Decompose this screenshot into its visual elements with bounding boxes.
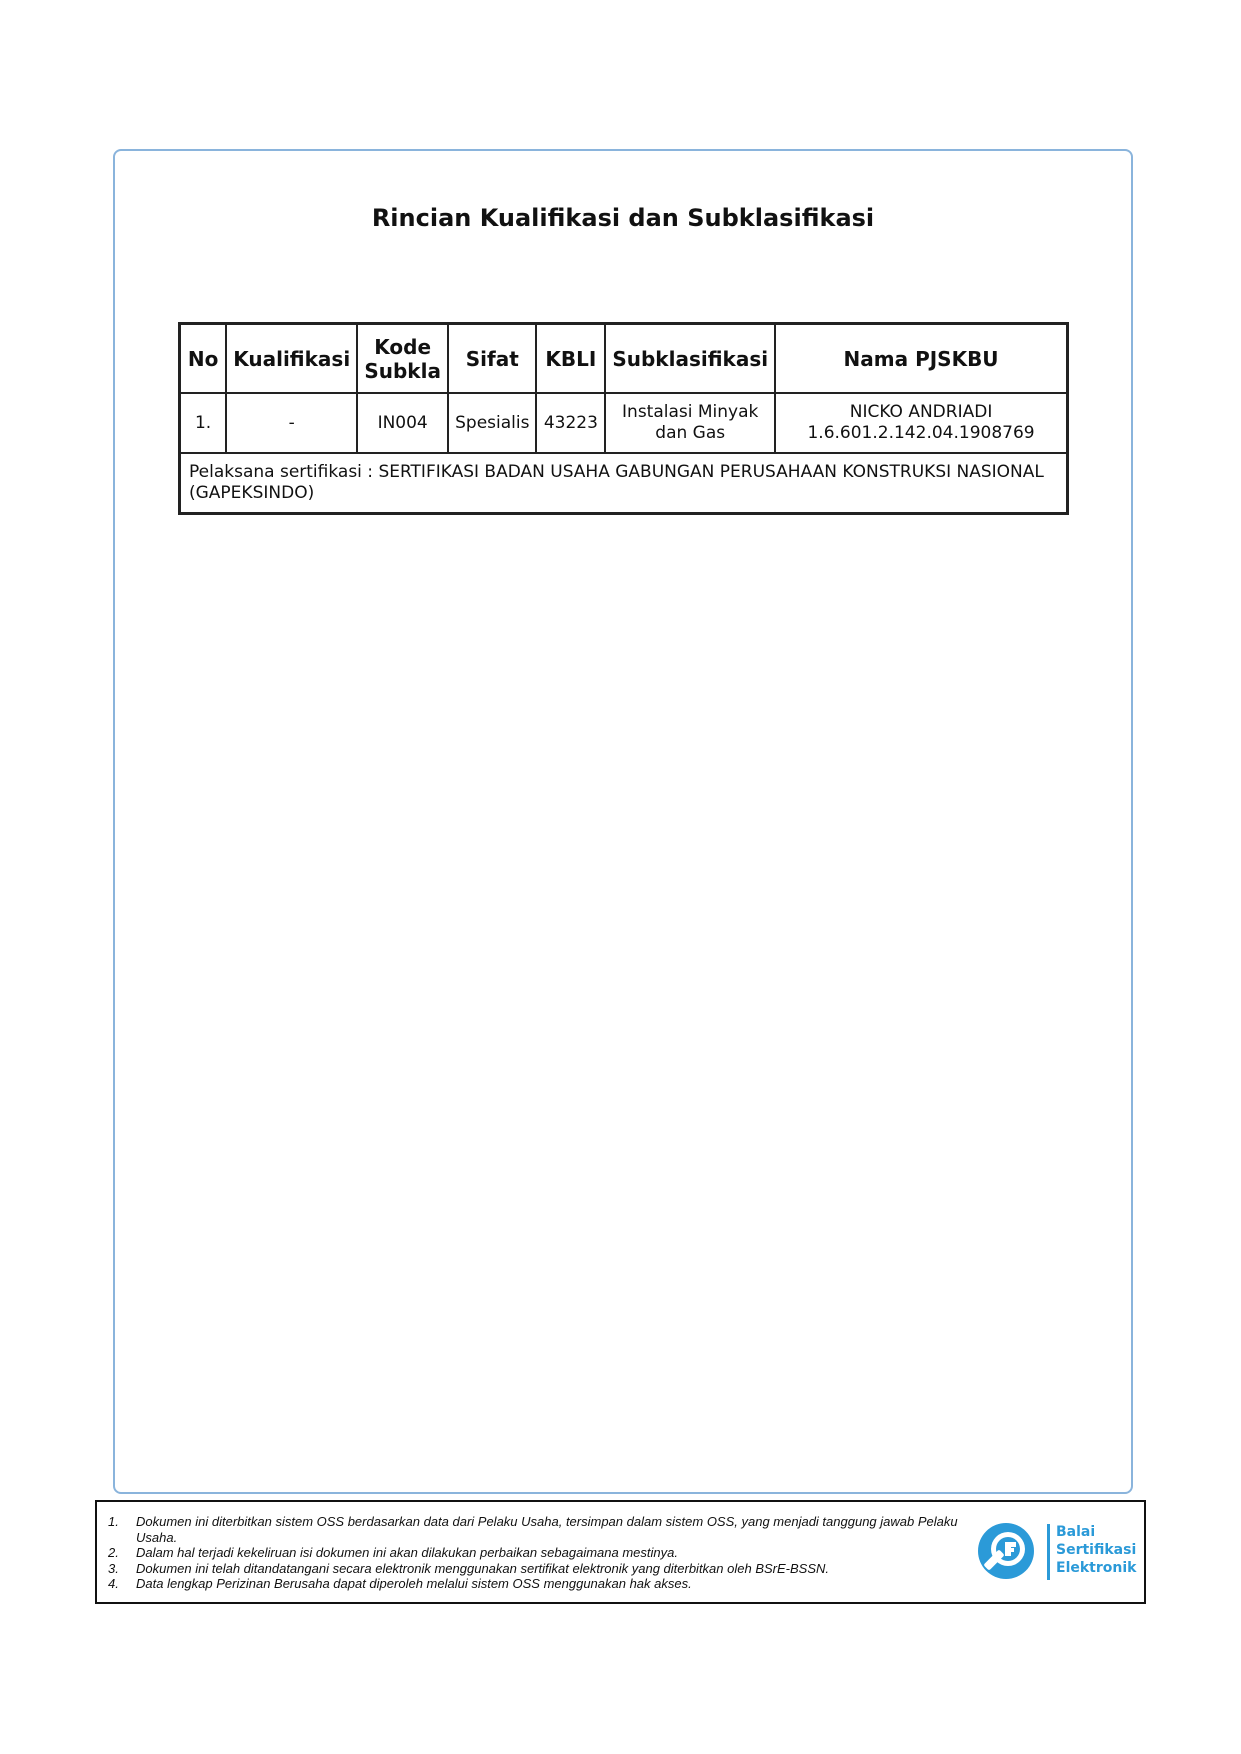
list-item — [108, 1576, 978, 1592]
note-number: 3. — [108, 1560, 119, 1576]
logo-line3: Elektronik — [1056, 1560, 1137, 1576]
logo-line1: Balai — [1056, 1524, 1096, 1540]
header-kode-line2: Subkla — [364, 358, 441, 383]
header-kbli: KBLI — [536, 324, 605, 394]
cell-sifat: Spesialis — [448, 393, 536, 453]
cell-kbli: 43223 — [536, 393, 605, 453]
cell-kualifikasi: - — [226, 393, 357, 453]
page-title: Rincian Kualifikasi dan Subklasifikasi — [371, 204, 875, 232]
subklasifikasi-line1: Instalasi Minyak — [622, 402, 759, 422]
note-text: Dokumen ini telah ditandatangani secara elektronik menggunakan sertifikat elektronik yang diterbitkan oleh BSrE-BSSN. — [136, 1560, 829, 1576]
note-text: Data lengkap Perizinan Berusaha dapat diperoleh melalui sistem OSS menggunakan hak akses. — [136, 1576, 692, 1591]
list-item — [108, 1545, 978, 1561]
header-kode-line1: Kode — [374, 334, 432, 359]
qualification-table — [178, 322, 1069, 515]
header-sifat: Sifat — [448, 324, 536, 394]
header-nama-pjskbu: Nama PJSKBU — [775, 324, 1067, 394]
bsre-logo — [977, 1520, 1139, 1584]
pjskbu-number: 1.6.601.2.142.04.1908769 — [807, 423, 1035, 443]
pjskbu-name: NICKO ANDRIADI — [849, 402, 993, 422]
list-item — [108, 1514, 978, 1545]
note-text: Dokumen ini diterbitkan sistem OSS berdasarkan data dari Pelaku Usaha, tersimpan dalam sistem OSS, yang menjadi tanggung jawab Pelaku Usaha. — [136, 1514, 958, 1545]
logo-text — [1056, 1523, 1136, 1577]
cell-kode-subkla: IN004 — [357, 393, 448, 453]
pelaksana-row — [180, 453, 1068, 514]
header-no: No — [180, 324, 227, 394]
table-header-row — [180, 324, 1068, 394]
note-number: 4. — [108, 1576, 119, 1591]
pelaksana-sertifikasi: Pelaksana sertifikasi : SERTIFIKASI BADAN USAHA GABUNGAN PERUSAHAAN KONSTRUKSI NASIONAL (GAPEKSINDO) — [180, 453, 1068, 514]
note-number: 2. — [108, 1545, 119, 1560]
footer-disclaimer — [95, 1500, 1146, 1604]
table-row — [180, 393, 1068, 453]
note-text: Dalam hal terjadi kekeliruan isi dokumen ini akan dilakukan perbaikan sebagaimana mestinya. — [136, 1545, 678, 1560]
cell-subklasifikasi — [605, 393, 775, 453]
header-subklasifikasi: Subklasifikasi — [605, 324, 775, 394]
logo-line2: Sertifikasi — [1056, 1542, 1137, 1558]
header-kode-subkla — [357, 324, 448, 394]
footer-notes-list — [108, 1514, 978, 1592]
bsre-logo-icon — [977, 1522, 1035, 1580]
logo-divider — [1047, 1524, 1050, 1580]
note-number: 1. — [108, 1514, 119, 1529]
header-kualifikasi: Kualifikasi — [226, 324, 357, 394]
cell-no: 1. — [180, 393, 227, 453]
subklasifikasi-line2: dan Gas — [655, 423, 726, 443]
list-item — [108, 1561, 978, 1577]
cell-nama-pjskbu — [775, 393, 1067, 453]
